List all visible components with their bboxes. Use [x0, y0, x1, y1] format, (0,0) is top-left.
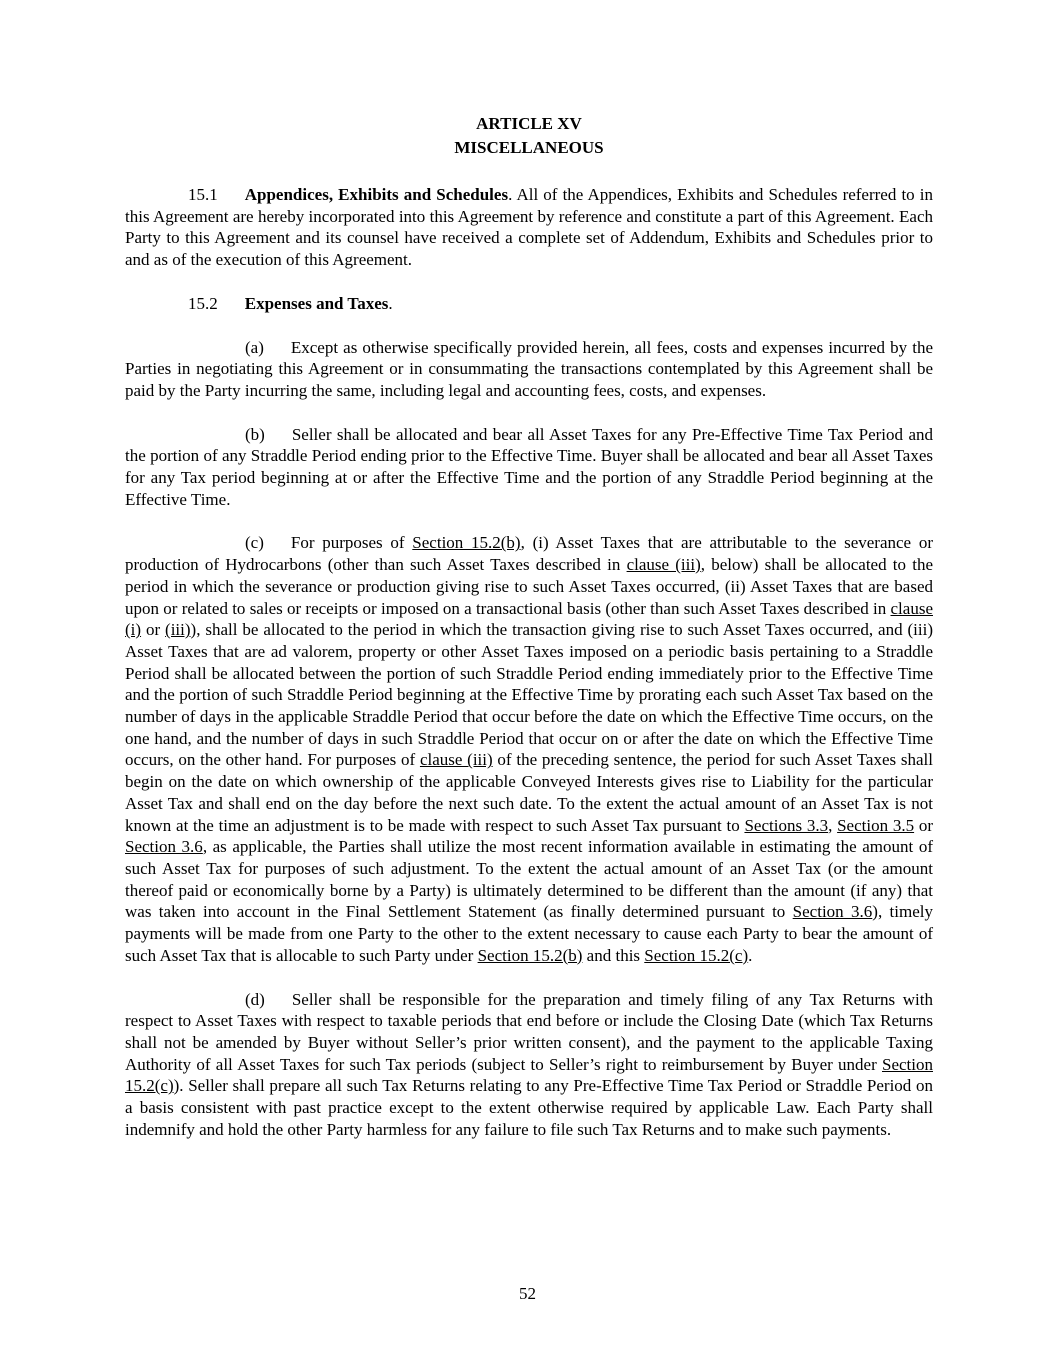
- document-body: [125, 112, 933, 1162]
- text-run: Expenses and Taxes: [244, 293, 389, 313]
- text-run: .: [388, 293, 393, 313]
- article-heading-line1: ARTICLE XV: [476, 114, 582, 133]
- text-run: Except as otherwise specifically provided herein, all fees, costs and expenses incurred by the Parties in negotiating this Agreement or in consummating the transactions contemplated by this Agreement shall be paid by the Party incurring the same, including legal and accounting fees, costs, and expenses.: [125, 337, 933, 400]
- paragraphs-container: [125, 184, 933, 1140]
- section-reference: Section 3.6: [792, 902, 873, 922]
- text-run: , as applicable, the Parties shall utilize the most recent information available in estimating the amount of such Asset Tax for purposes of such adjustment. To the extent the actual amount of an Asset Tax (or the amount thereof paid or economically borne by a Party) is ultimately determined to be different than the amount (if any) that was taken into account in the Final Settlement Statement (as finally determined pursuant to: [125, 837, 933, 922]
- section-reference: Section 15.2(c): [125, 1054, 933, 1096]
- text-run: or: [914, 815, 934, 835]
- article-heading: [125, 112, 933, 160]
- text-run: .: [748, 945, 753, 965]
- text-run: 15.1: [188, 185, 218, 204]
- section-15-2-d: [125, 989, 933, 1141]
- section-reference: Sections 3.3: [744, 815, 829, 835]
- section-15-2-c: [125, 532, 933, 966]
- text-run: ). Seller shall prepare all such Tax Returns relating to any Pre-Effective Time Tax Period or Straddle Period on a basis consistent with past practice except to the extent otherwise required by applicable Law. Each Party shall indemnify and hold the other Party harmless for any failure to file such Tax Returns and to make such payments.: [125, 1076, 933, 1139]
- page-number: 52: [519, 1284, 536, 1303]
- text-run: . All of the Appendices, Exhibits and Schedules referred to in this Agreement are hereby incorporated into this Agreement by reference and constitute a part of this Agreement. Each Party to this Agreement and its counsel have received a complete set of Addendum, Exhibits and Schedules prior to and as of the execution of this Agreement.: [125, 185, 933, 270]
- text-run: 15.2: [188, 293, 218, 313]
- text-run: (a): [245, 337, 264, 357]
- text-run: Appendices, Exhibits and Schedules: [244, 185, 509, 204]
- text-run: For purposes of: [290, 533, 413, 553]
- text-run: , (i) Asset Taxes that are attributable to the severance or production of Hydrocarbons (other than such Asset Taxes described in: [125, 533, 933, 575]
- text-run: ), shall be allocated to the period in which the transaction giving rise to such Asset Taxes occurred, and (iii) Asset Taxes that are ad valorem, property or other Asset Taxes imposed on a periodic basis pertaining to a Straddle Period shall be allocated between the portion of such Straddle Period ending immediately prior to the Effective Time and the portion of such Straddle Period beginning at the Effective Time by prorating each such Asset Tax based on the number of days in the applicable Straddle Period that occur before the date on which the Effective Time occurs, on the one hand, and the number of days in such Straddle Period that occur on or after the date on which the Effective Time occurs, on the other hand. For purposes of: [125, 620, 933, 770]
- section-reference: clause (iii): [419, 750, 493, 770]
- article-heading-line2: MISCELLANEOUS: [454, 138, 604, 157]
- section-reference: Section 15.2(b): [412, 533, 521, 553]
- text-run: or: [141, 620, 166, 640]
- section-reference: Section 15.2(b): [477, 945, 583, 965]
- section-reference: clause (i): [125, 598, 933, 640]
- text-run: and this: [582, 945, 645, 965]
- section-reference: (iii): [165, 620, 191, 640]
- text-run: (d): [245, 989, 265, 1009]
- section-15-2-a: [125, 337, 933, 402]
- text-run: , below) shall be allocated to the period in which the severance or production giving rise to such Asset Taxes occurred, (ii) Asset Taxes that are based upon or related to sales or receipts or imposed on a transactional basis (other than such Asset Taxes described in: [125, 555, 934, 618]
- text-run: Seller shall be responsible for the preparation and timely filing of any Tax Returns with respect to Asset Taxes with respect to taxable periods that end before or include the Closing Date (which Tax Returns shall not be amended by Buyer without Seller’s prior written consent), and the payment to the applicable Taxing Authority of all Asset Taxes for such Tax periods (subject to Seller’s right to reimbursement by Buyer under: [125, 989, 933, 1074]
- text-run: of the preceding sentence, the period for such Asset Taxes shall begin on the date on which ownership of the applicable Conveyed Interests gives rise to Liability for the particular Asset Tax and shall end on the day before the next such date. To the extent the actual amount of an Asset Tax is not known at the time an adjustment is to be made with respect to such Asset Tax pursuant to: [125, 750, 934, 835]
- section-15-2-b: [125, 424, 933, 511]
- text-run: ), timely payments will be made from one Party to the other to the extent necessary to cause each Party to bear the amount of such Asset Tax that is allocable to such Party under: [125, 902, 933, 965]
- section-reference: Section 15.2(c): [644, 945, 749, 965]
- section-15-2-heading: [125, 293, 933, 315]
- text-run: (b): [245, 424, 265, 444]
- text-run: (c): [245, 533, 264, 553]
- section-reference: clause (iii): [626, 555, 701, 575]
- section-15-1: [125, 184, 933, 271]
- section-reference: Section 3.6: [125, 837, 203, 857]
- text-run: Seller shall be allocated and bear all Asset Taxes for any Pre-Effective Time Tax Period and the portion of any Straddle Period ending prior to the Effective Time. Buyer shall be allocated and bear all Asset Taxes for any Tax period beginning at or after the Effective Time and the portion of any Straddle Period beginning at the Effective Time.: [125, 424, 933, 509]
- text-run: ,: [828, 815, 838, 835]
- section-reference: Section 3.5: [837, 815, 915, 835]
